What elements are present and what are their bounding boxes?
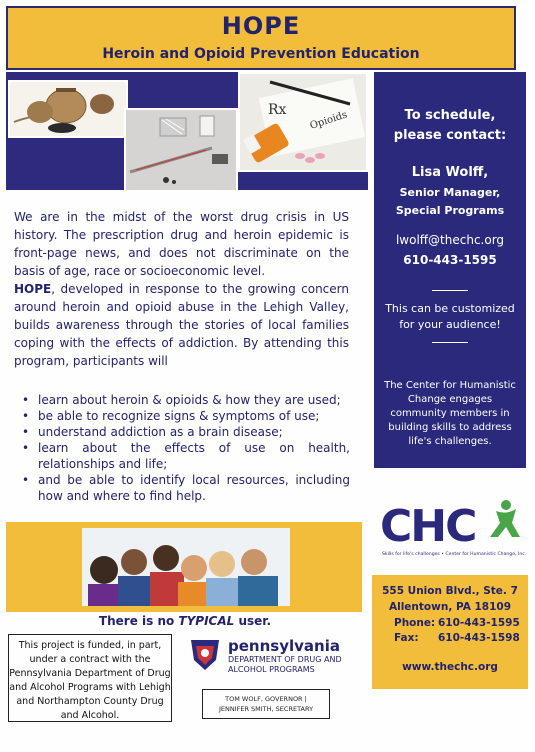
header-banner	[6, 6, 516, 70]
fax-label: Fax:	[394, 632, 419, 644]
contact-name: Lisa Wolff,	[411, 165, 489, 180]
caption-suffix: user.	[234, 614, 272, 628]
address-street: 555 Union Blvd., Ste. 7	[382, 585, 518, 597]
pennsylvania-keystone-icon	[188, 638, 222, 672]
fax-value: 610-443-1598	[438, 632, 520, 644]
drug-paraphernalia-photo	[124, 108, 238, 192]
address-city: Allentown, PA 18109	[388, 601, 512, 613]
officials-line-1: TOM WOLF, GOVERNOR |	[225, 695, 307, 703]
schedule-line-2: please contact:	[393, 128, 507, 143]
divider	[432, 290, 468, 291]
schedule-heading	[374, 106, 526, 146]
contact-sidebar	[374, 72, 526, 468]
prescription-pills-photo	[238, 72, 368, 172]
schedule-line-1: To schedule,	[404, 108, 496, 123]
list-item: • learn about the effects of use on health, relationships and life;	[22, 440, 350, 472]
list-item: • be able to recognize signs & symptoms of use;	[22, 408, 350, 424]
intro-paragraph-2: , developed in response to the growing concern around heroin and opioid abuse in the Lehigh Valley, builds awareness through the stories of local families coping with the effects of addiction. By attending this program, participants will	[14, 282, 349, 368]
hope-word: HOPE	[14, 282, 52, 296]
svg-text:Opioids: Opioids	[308, 109, 349, 132]
funding-notice: This project is funded, in part, under a contract with the Pennsylvania Department of Drug and Alcohol Programs with Lehigh and Northampton County Drug and Alcohol.	[8, 634, 172, 722]
caption-prefix: There is no	[98, 614, 179, 628]
caption-emphasis: TYPICAL	[178, 614, 235, 628]
contact-role-line-1: Senior Manager,	[399, 186, 501, 199]
chc-logo-tagline: Skills for life's challenges • Center for Humanistic Change, Inc.	[382, 552, 527, 557]
benefits-list	[22, 392, 350, 504]
page-title: HOPE	[221, 12, 301, 40]
address-fax-row	[394, 632, 520, 644]
svg-text:Rx: Rx	[268, 102, 287, 118]
website-link[interactable]: www.thechc.org	[402, 661, 498, 673]
list-item: • understand addiction as a brain disease;	[22, 424, 350, 440]
address-block	[372, 575, 528, 689]
list-item: • learn about heroin & opioids & how they are used;	[22, 392, 350, 408]
chc-logo-letters: CHC	[380, 501, 476, 552]
customize-line-2: for your audience!	[399, 318, 501, 331]
photo-caption	[80, 614, 290, 628]
contact-role	[374, 184, 526, 220]
chc-blurb: The Center for Humanistic Change engages community members in building skills to address life's challenges.	[384, 380, 516, 447]
chc-logo	[378, 493, 528, 563]
phone-value: 610-443-1595	[438, 617, 520, 629]
intro-paragraph-1: We are in the midst of the worst drug crisis in US history. The prescription drug and heroin epidemic is front-page news, and does not discriminate on the basis of age, race or socioeconomic level.	[14, 210, 349, 278]
officials-box	[202, 689, 330, 719]
contact-role-line-2: Special Programs	[395, 204, 505, 217]
list-item: • and be able to identify local resources, including how and where to find help.	[22, 472, 350, 504]
phone-label: Phone:	[394, 617, 436, 629]
intro-text	[14, 208, 349, 370]
pa-department-name	[228, 655, 342, 675]
pennsylvania-wordmark: pennsylvania	[228, 637, 340, 655]
pa-dept-line-2: ALCOHOL PROGRAMS	[228, 665, 315, 674]
pa-dept-line-1: DEPARTMENT OF DRUG AND	[228, 655, 342, 664]
group-of-teens-photo	[82, 528, 290, 606]
address-phone-row	[394, 617, 520, 629]
contact-phone[interactable]: 610-443-1595	[403, 253, 497, 267]
divider	[432, 342, 468, 343]
customize-line-1: This can be customized	[385, 302, 515, 315]
customize-note	[380, 301, 520, 333]
contact-email[interactable]: lwolff@thechc.org	[395, 233, 505, 247]
page-subtitle: Heroin and Opioid Prevention Education	[102, 46, 420, 62]
poppy-pods-photo	[8, 80, 128, 138]
officials-line-2: JENNIFER SMITH, SECRETARY	[218, 705, 314, 713]
